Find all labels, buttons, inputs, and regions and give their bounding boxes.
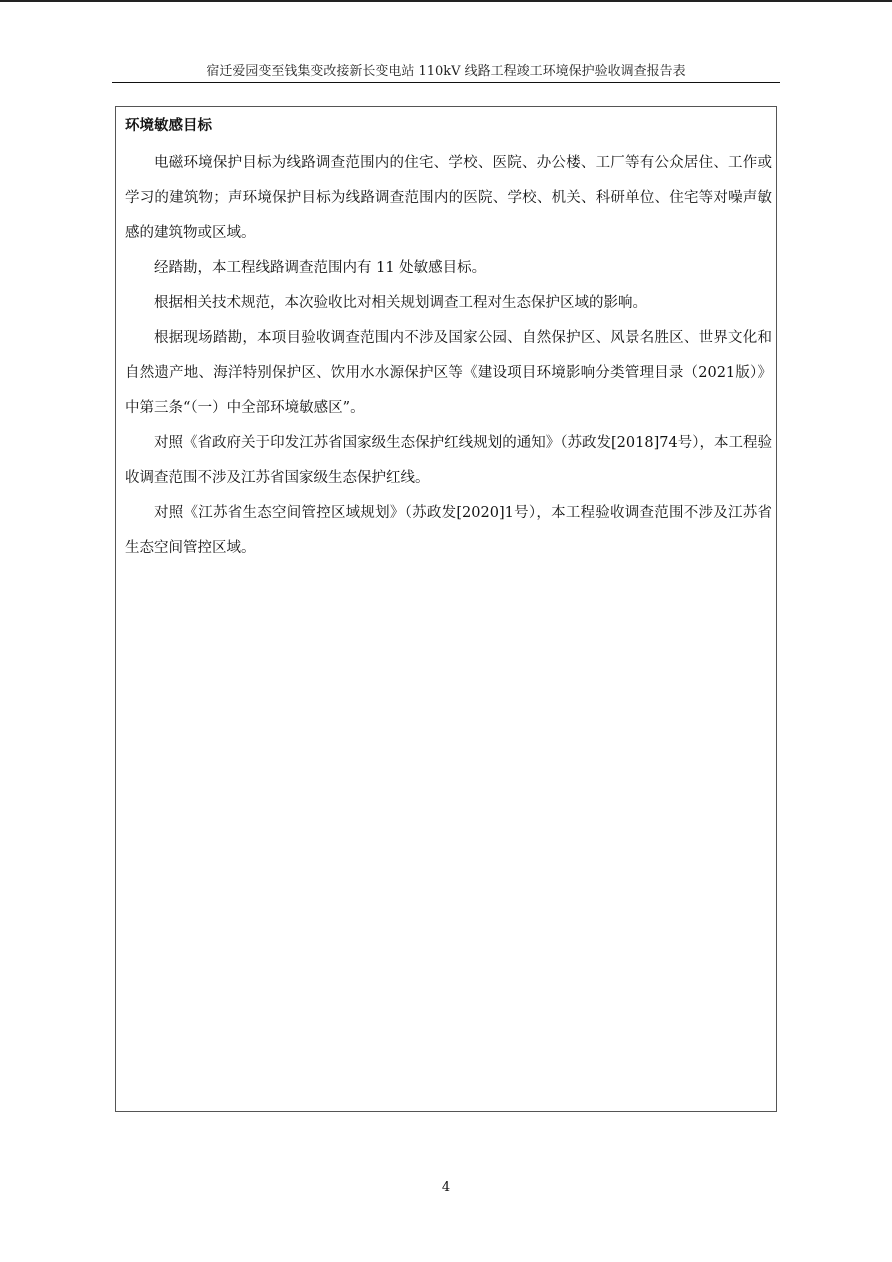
paragraph: 电磁环境保护目标为线路调查范围内的住宅、学校、医院、办公楼、工厂等有公众居住、工作或学习的建筑物；声环境保护目标为线路调查范围内的医院、学校、机关、科研单位、住宅等对噪声敏感的建筑物或区域。 xyxy=(125,155,772,241)
paragraph: 对照《省政府关于印发江苏省国家级生态保护红线规划的通知》（苏政发[2018]74号），本工程验收调查范围不涉及江苏省国家级生态保护红线。 xyxy=(125,435,772,486)
section-heading: 环境敏感目标 xyxy=(125,118,212,134)
paragraph: 根据相关技术规范，本次验收比对相关规划调查工程对生态保护区域的影响。 xyxy=(154,295,647,311)
top-border-line xyxy=(0,0,892,2)
document-header-title: 宿迁爱园变至钱集变改接新长变电站 110kV 线路工程竣工环境保护验收调查报告表 xyxy=(206,64,686,79)
content-table-cell xyxy=(115,106,777,1112)
paragraph: 根据现场踏勘，本项目验收调查范围内不涉及国家公园、自然保护区、风景名胜区、世界文化和自然遗产地、海洋特别保护区、饮用水水源保护区等《建设项目环境影响分类管理目录（2021版）》中第三条“（一）中全部环境敏感区”。 xyxy=(125,330,772,416)
page-number: 4 xyxy=(441,1180,451,1195)
paragraph: 经踏勘，本工程线路调查范围内有 11 处敏感目标。 xyxy=(154,260,487,276)
header-divider xyxy=(112,82,780,83)
paragraph: 对照《江苏省生态空间管控区域规划》（苏政发[2020]1号），本工程验收调查范围不涉及江苏省生态空间管控区域。 xyxy=(125,505,772,556)
section-body xyxy=(125,146,772,566)
